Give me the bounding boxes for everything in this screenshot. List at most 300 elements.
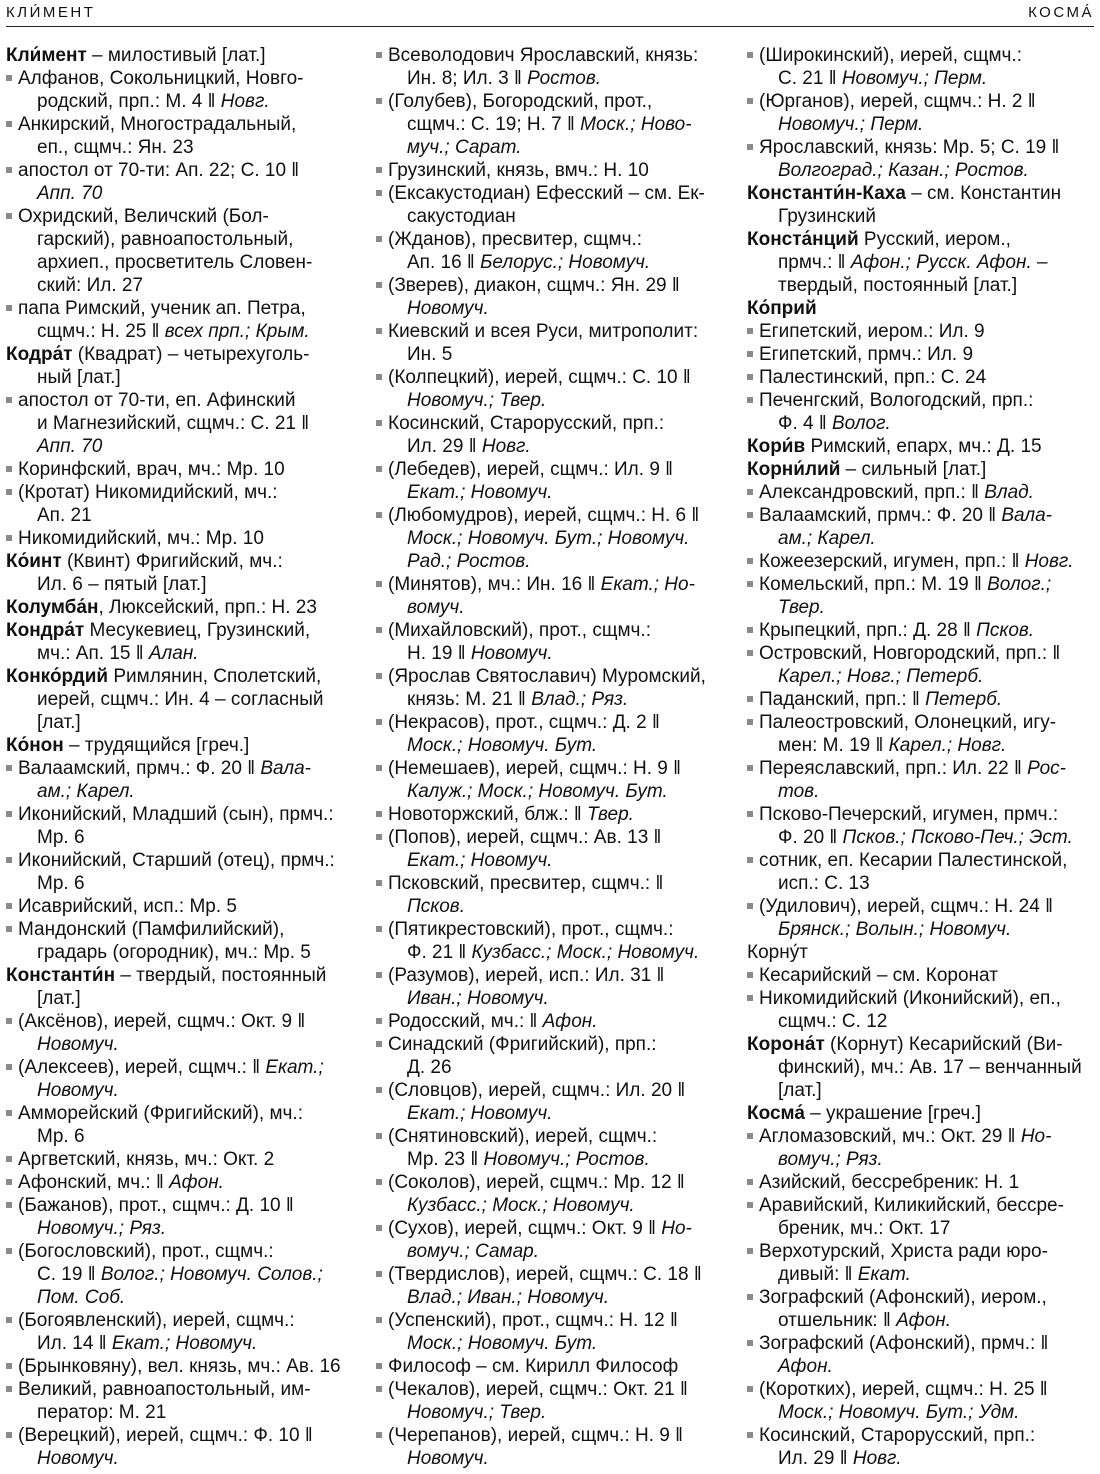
entry-text: Синадский (Фригийский), прп.: <box>388 1034 657 1055</box>
bullet-square-icon <box>376 581 382 587</box>
dictionary-line <box>747 297 1093 320</box>
dictionary-line <box>747 803 1093 826</box>
region-italic: Моск.; Новомуч. Бут.; Новомуч. <box>407 528 690 549</box>
dictionary-line <box>376 711 721 734</box>
dictionary-line <box>6 1332 354 1355</box>
dictionary-line <box>747 757 1093 780</box>
region-italic: Екат.; Новомуч. <box>407 482 553 503</box>
dictionary-line <box>747 550 1093 573</box>
bullet-square-icon <box>747 857 753 863</box>
region-italic: Апп. 70 <box>37 183 103 204</box>
entry-text: Валаамский, прмч.: Ф. 20 ‖ <box>18 758 261 779</box>
bullet-square-icon <box>376 466 382 472</box>
dictionary-line <box>376 1148 721 1171</box>
dictionary-line <box>747 320 1093 343</box>
region-italic: Моск.; Новомуч. Бут. <box>407 1333 598 1354</box>
dictionary-line <box>747 849 1093 872</box>
column-1 <box>6 44 354 1470</box>
dictionary-line <box>376 1401 721 1424</box>
entry-text: Псковский, пресвитер, сщмч.: ‖ <box>388 873 664 894</box>
dictionary-line <box>376 734 721 757</box>
bullet-square-icon <box>747 489 753 495</box>
entry-text: Грузинский <box>778 206 876 227</box>
bullet-square-icon <box>376 811 382 817</box>
dictionary-line <box>747 228 1093 251</box>
entry-text: Русский, иером., <box>858 229 1011 250</box>
entry-text: Великий, равноапостольный, им- <box>18 1379 311 1400</box>
dictionary-line <box>376 1424 721 1447</box>
bullet-square-icon <box>6 811 12 817</box>
bullet-square-icon <box>6 397 12 403</box>
dictionary-line <box>376 1447 721 1470</box>
bullet-square-icon <box>747 1386 753 1392</box>
bullet-square-icon <box>376 167 382 173</box>
region-italic: Новг. <box>220 91 270 112</box>
dictionary-line <box>747 780 1093 803</box>
dictionary-line <box>6 1217 354 1240</box>
bullet-square-icon <box>747 558 753 564</box>
bullet-square-icon <box>747 328 753 334</box>
entry-text: Никомидийский, мч.: Мр. 10 <box>18 528 264 549</box>
region-italic: Новомуч. <box>470 643 553 664</box>
bullet-square-icon <box>747 1294 753 1300</box>
entry-text: Ап. 16 ‖ <box>407 252 481 273</box>
entry-text: – милостивый [лат.] <box>86 45 266 66</box>
dictionary-line <box>747 1056 1093 1079</box>
bullet-square-icon <box>376 1386 382 1392</box>
dictionary-line <box>6 918 354 941</box>
dictionary-line <box>747 826 1093 849</box>
dictionary-line <box>747 205 1093 228</box>
region-italic: Но- <box>1020 1126 1052 1147</box>
entry-text: Иконийский, Младший (сын), прмч.: <box>18 804 334 825</box>
entry-headword: Ко́инт <box>6 551 62 572</box>
dictionary-line <box>376 964 721 987</box>
region-italic: вомуч.; Самар. <box>407 1241 539 1262</box>
dictionary-line <box>376 228 721 251</box>
entry-text: Аравийский, Киликийский, бессре- <box>759 1195 1064 1216</box>
dictionary-line <box>747 918 1093 941</box>
dictionary-line <box>6 67 354 90</box>
region-italic: Афон.; Русск. Афон. <box>850 252 1032 273</box>
bullet-square-icon <box>747 52 753 58</box>
entry-text: Палеостровский, Олонецкий, игу- <box>759 712 1057 733</box>
bullet-square-icon <box>747 696 753 702</box>
dictionary-line <box>376 67 721 90</box>
dictionary-line <box>376 481 721 504</box>
dictionary-line <box>376 1309 721 1332</box>
bullet-square-icon <box>376 1041 382 1047</box>
entry-text: (Брынковяну), вел. князь, мч.: Ав. 16 <box>18 1356 341 1377</box>
entry-text: Александровский, прп.: ‖ <box>759 482 985 503</box>
entry-text: [лат.] <box>37 988 81 1009</box>
dictionary-line <box>747 1010 1093 1033</box>
bullet-square-icon <box>376 1363 382 1369</box>
dictionary-line <box>6 320 354 343</box>
dictionary-line <box>376 44 721 67</box>
entry-text: (Широкинский), иерей, сщмч.: <box>759 45 1022 66</box>
bullet-square-icon <box>376 1179 382 1185</box>
dictionary-line <box>376 757 721 780</box>
entry-text: (Лебедев), иерей, сщмч.: Ил. 9 ‖ <box>388 459 674 480</box>
bullet-square-icon <box>747 512 753 518</box>
entry-text: (Соколов), иерей, сщмч.: Мр. 12 ‖ <box>388 1172 685 1193</box>
entry-text: мен: М. 19 ‖ <box>778 735 889 756</box>
dictionary-line <box>6 504 354 527</box>
entry-text: апостол от 70-ти: Ап. 22; С. 10 ‖ <box>18 160 300 181</box>
bullet-square-icon <box>6 903 12 909</box>
entry-text: Исаврийский, исп.: Мр. 5 <box>18 896 237 917</box>
entry-text: Римлянин, Сполетский, <box>108 666 322 687</box>
entry-text: (Ярослав Святославич) Муромский, <box>388 666 706 687</box>
entry-text: (Кротат) Никомидийский, мч.: <box>18 482 278 503</box>
dictionary-line <box>6 1240 354 1263</box>
bullet-square-icon <box>376 328 382 334</box>
entry-text: Крыпецкий, прп.: Д. 28 ‖ <box>759 620 977 641</box>
region-italic: Новомуч. <box>37 1080 119 1101</box>
bullet-square-icon <box>747 1179 753 1185</box>
dictionary-line <box>747 1447 1093 1470</box>
entry-text: прмч.: ‖ <box>778 252 851 273</box>
region-italic: Новомуч.; Твер. <box>407 390 547 411</box>
entry-text: (Жданов), пресвитер, сщмч.: <box>388 229 643 250</box>
entry-text: Ап. 21 <box>37 505 92 526</box>
bullet-square-icon <box>747 995 753 1001</box>
bullet-square-icon <box>376 1225 382 1231</box>
entry-text: Римский, епарх, мч.: Д. 15 <box>805 436 1042 457</box>
dictionary-line <box>6 182 354 205</box>
dictionary-line <box>6 1102 354 1125</box>
entry-text: Кесарийский – см. Коронат <box>759 965 998 986</box>
region-italic: Карел.; Новг. <box>888 735 1007 756</box>
region-italic: Афон. <box>778 1356 833 1377</box>
region-italic: Рад.; Ростов. <box>407 551 531 572</box>
region-italic: Псков.; Псково-Печ.; Эст. <box>842 827 1073 848</box>
dictionary-line <box>747 412 1093 435</box>
entry-text: Зографский (Афонский), прмч.: ‖ <box>759 1333 1049 1354</box>
region-italic: Влад.; Ряз. <box>531 689 629 710</box>
entry-text: мч.: Ап. 15 ‖ <box>37 643 149 664</box>
bullet-square-icon <box>747 1340 753 1346</box>
bullet-square-icon <box>6 535 12 541</box>
dictionary-line <box>6 527 354 550</box>
bullet-square-icon <box>6 1156 12 1162</box>
dictionary-line <box>747 1217 1093 1240</box>
bullet-square-icon <box>6 167 12 173</box>
bullet-square-icon <box>747 144 753 150</box>
region-italic: тов. <box>778 781 820 802</box>
dictionary-line <box>376 182 721 205</box>
dictionary-line <box>747 113 1093 136</box>
dictionary-line <box>747 1125 1093 1148</box>
dictionary-line <box>6 205 354 228</box>
region-italic: Волог.; <box>987 574 1052 595</box>
dictionary-line <box>376 895 721 918</box>
dictionary-line <box>376 918 721 941</box>
entry-text: Агломазовский, мч.: Окт. 29 ‖ <box>759 1126 1021 1147</box>
dictionary-line <box>747 182 1093 205</box>
dictionary-line <box>6 113 354 136</box>
dictionary-line <box>747 1033 1093 1056</box>
region-italic: Афон. <box>542 1011 598 1032</box>
dictionary-line <box>6 688 354 711</box>
dictionary-line <box>6 343 354 366</box>
region-italic: Брянск.; Волын.; Новомуч. <box>778 919 1012 940</box>
bullet-square-icon <box>747 1202 753 1208</box>
entry-headword: Ко́прий <box>747 298 817 319</box>
entry-text: бреник, мч.: Окт. 17 <box>778 1218 951 1239</box>
entry-headword: Кондра́т <box>6 620 85 641</box>
bullet-square-icon <box>6 1386 12 1392</box>
dictionary-line <box>376 1263 721 1286</box>
dictionary-line <box>6 1263 354 1286</box>
entry-text: апостол от 70-ти, еп. Афинский <box>18 390 296 411</box>
bullet-square-icon <box>6 765 12 771</box>
bullet-square-icon <box>6 121 12 127</box>
dictionary-line <box>747 1286 1093 1309</box>
dictionary-line <box>6 964 354 987</box>
dictionary-line <box>376 251 721 274</box>
entry-text: С. 21 ‖ <box>778 68 842 89</box>
entry-text: Ил. 29 ‖ <box>778 1448 853 1469</box>
dictionary-line <box>376 389 721 412</box>
entry-text: (Коротких), иерей, сщмч.: Н. 25 ‖ <box>759 1379 1048 1400</box>
region-italic: вомуч. <box>407 597 465 618</box>
dictionary-line <box>376 320 721 343</box>
entry-headword: Конста́нций <box>747 229 859 250</box>
bullet-square-icon <box>6 466 12 472</box>
dictionary-line <box>6 1171 354 1194</box>
region-italic: Карел.; Новг.; Петерб. <box>778 666 984 687</box>
dictionary-line <box>376 826 721 849</box>
dictionary-line <box>747 1355 1093 1378</box>
bullet-square-icon <box>747 1133 753 1139</box>
region-italic: Екат.; Новомуч. <box>407 1103 553 1124</box>
entry-text: Островский, Новгородский, прп.: ‖ <box>759 643 1061 664</box>
dictionary-line <box>376 1355 721 1378</box>
entry-text: (Богословский), прот., сщмч.: <box>18 1241 274 1262</box>
entry-text: Анкирский, Многострадальный, <box>18 114 297 135</box>
dictionary-line <box>6 389 354 412</box>
bullet-square-icon <box>6 857 12 863</box>
entry-text: Мр. 6 <box>37 873 85 894</box>
dictionary-line <box>6 619 354 642</box>
entry-text: исп.: С. 13 <box>778 873 870 894</box>
bullet-square-icon <box>376 834 382 840</box>
bullet-square-icon <box>6 1179 12 1185</box>
region-italic: Твер. <box>778 597 825 618</box>
entry-text: Верхотурский, Христа ради юро- <box>759 1241 1048 1262</box>
region-italic: Волог.; Новомуч. Солов.; <box>100 1264 323 1285</box>
region-italic: Моск.; Ново- <box>580 114 692 135</box>
dictionary-line <box>747 136 1093 159</box>
region-italic: Пом. Соб. <box>37 1287 126 1308</box>
entry-text: Ф. 4 ‖ <box>778 413 832 434</box>
entry-headword: Конко́рдий <box>6 666 109 687</box>
entry-text: – трудящийся [греч.] <box>63 735 250 756</box>
region-italic: Иван.; Новомуч. <box>407 988 549 1009</box>
dictionary-line <box>747 1424 1093 1447</box>
entry-text: Охридский, Величский (Бол- <box>18 206 269 227</box>
region-italic: Екат. <box>857 1264 911 1285</box>
entry-text: (Богоявленский), иерей, сщмч.: <box>18 1310 295 1331</box>
entry-text: – см. Константин <box>905 183 1062 204</box>
region-italic: Вала- <box>1001 505 1052 526</box>
entry-text: Косинский, Старорусский, прп.: <box>388 413 665 434</box>
bullet-square-icon <box>6 213 12 219</box>
entry-text: (Успенский), прот., сщмч.: Н. 12 ‖ <box>388 1310 678 1331</box>
dictionary-line <box>6 1424 354 1447</box>
region-italic: Екат.; Но- <box>600 574 695 595</box>
region-italic: Новомуч.; Перм. <box>841 68 988 89</box>
bullet-square-icon <box>376 926 382 932</box>
dictionary-line <box>6 780 354 803</box>
entry-text: (Снятиновский), иерей, сщмч.: <box>388 1126 658 1147</box>
dictionary-line <box>6 1125 354 1148</box>
dictionary-line <box>376 1286 721 1309</box>
bullet-square-icon <box>376 972 382 978</box>
dictionary-line <box>6 136 354 159</box>
entry-text: Корну́т <box>747 942 808 963</box>
dictionary-line <box>747 1194 1093 1217</box>
bullet-square-icon <box>376 1432 382 1438</box>
dictionary-line <box>376 1033 721 1056</box>
entry-text: Валаамский, прмч.: Ф. 20 ‖ <box>759 505 1002 526</box>
dictionary-line <box>376 504 721 527</box>
region-italic: Афон. <box>896 1310 951 1331</box>
entry-text: Афонский, мч.: ‖ <box>18 1172 170 1193</box>
entry-text: (Разумов), иерей, исп.: Ил. 31 ‖ <box>388 965 665 986</box>
entry-text: еп., сщмч.: Ян. 23 <box>37 137 194 158</box>
bullet-square-icon <box>747 581 753 587</box>
entry-text: Азийский, бессребреник: Н. 1 <box>759 1172 1020 1193</box>
entry-text: Ин. 5 <box>407 344 453 365</box>
bullet-square-icon <box>376 880 382 886</box>
bullet-square-icon <box>376 98 382 104</box>
entry-text: (Удилович), иерей, сщмч.: Н. 24 ‖ <box>759 896 1053 917</box>
region-italic: Алан. <box>148 643 199 664</box>
dictionary-line <box>6 366 354 389</box>
entry-text: финский), мч.: Ав. 17 – венчанный <box>778 1057 1082 1078</box>
region-italic: Калуж.; Моск.; Новомуч. Бут. <box>407 781 668 802</box>
bullet-square-icon <box>6 1018 12 1024</box>
entry-text: (Михайловский), прот., сщмч.: <box>388 620 651 641</box>
entry-text: Алфанов, Сокольницкий, Новго- <box>18 68 304 89</box>
entry-text: сщмч.: С. 12 <box>778 1011 888 1032</box>
region-italic: Новомуч.; Перм. <box>778 114 924 135</box>
entry-text: Месукевиец, Грузинский, <box>84 620 311 641</box>
entry-text: папа Римский, ученик ап. Петра, <box>18 298 306 319</box>
header-left-guideword: КЛИ́МЕНТ <box>6 4 96 21</box>
entry-text: Д. 26 <box>407 1057 452 1078</box>
entry-text: – сильный [лат.] <box>840 459 987 480</box>
entry-text: Комельский, прп.: М. 19 ‖ <box>759 574 988 595</box>
dictionary-line <box>376 1125 721 1148</box>
region-italic: Новомуч.; Ряз. <box>37 1218 167 1239</box>
entry-text: Коринфский, врач, мч.: Мр. 10 <box>18 459 285 480</box>
entry-text: (Некрасов), прот., сщмч.: Д. 2 ‖ <box>388 712 660 733</box>
dictionary-line <box>747 1102 1093 1125</box>
dictionary-line <box>747 1240 1093 1263</box>
dictionary-line <box>747 504 1093 527</box>
entry-text: (Черепанов), иерей, сщмч.: Н. 9 ‖ <box>388 1425 683 1446</box>
dictionary-line <box>747 1378 1093 1401</box>
dictionary-line <box>6 435 354 458</box>
region-italic: ам.; Карел. <box>778 528 876 549</box>
entry-text: градарь (огородник), мч.: Мр. 5 <box>37 942 311 963</box>
column-2 <box>376 44 721 1470</box>
entry-text: Косинский, Старорусский, прп.: <box>759 1425 1036 1446</box>
entry-text: (Бажанов), прот., сщмч.: Д. 10 ‖ <box>18 1195 294 1216</box>
region-italic: Но- <box>661 1218 692 1239</box>
entry-text: отшельник: ‖ <box>778 1310 897 1331</box>
dictionary-line <box>747 1263 1093 1286</box>
entry-text: – украшение [греч.] <box>804 1103 981 1124</box>
dictionary-line <box>376 412 721 435</box>
entry-text: дивый: ‖ <box>778 1264 858 1285</box>
region-italic: Апп. 70 <box>37 436 103 457</box>
dictionary-line <box>747 619 1093 642</box>
bullet-square-icon <box>6 1248 12 1254</box>
entry-headword: Кори́в <box>747 436 806 457</box>
dictionary-line <box>376 573 721 596</box>
entry-text: Переяславский, прп.: Ил. 22 ‖ <box>759 758 1028 779</box>
region-italic: Афон. <box>169 1172 224 1193</box>
dictionary-line <box>747 1148 1093 1171</box>
dictionary-line <box>747 527 1093 550</box>
entry-headword: Кодра́т <box>6 344 73 365</box>
dictionary-line <box>376 849 721 872</box>
region-italic: Рос- <box>1027 758 1066 779</box>
dictionary-line <box>6 1056 354 1079</box>
region-italic: Моск.; Новомуч. Бут.; Удм. <box>778 1402 1020 1423</box>
dictionary-line <box>376 1217 721 1240</box>
dictionary-line <box>747 458 1093 481</box>
region-italic: Новомуч. <box>37 1034 119 1055</box>
bullet-square-icon <box>376 1018 382 1024</box>
entry-text: С. 19 ‖ <box>37 1264 101 1285</box>
entry-text: Философ – см. Кирилл Философ <box>388 1356 679 1377</box>
entry-text: (Зверев), диакон, сщмч.: Ян. 29 ‖ <box>388 275 680 296</box>
dictionary-line <box>6 1447 354 1470</box>
dictionary-line <box>6 159 354 182</box>
region-italic: Ростов. <box>527 68 602 89</box>
dictionary-line <box>6 573 354 596</box>
dictionary-line <box>747 665 1093 688</box>
region-italic: Екат.; <box>265 1057 324 1078</box>
bullet-square-icon <box>376 627 382 633</box>
bullet-square-icon <box>747 765 753 771</box>
entry-text: сщмч.: Н. 25 ‖ <box>37 321 165 342</box>
dictionary-line <box>747 481 1093 504</box>
dictionary-line <box>6 757 354 780</box>
dictionary-line <box>747 895 1093 918</box>
dictionary-line <box>747 274 1093 297</box>
entry-text: (Аксёнов), иерей, сщмч.: Окт. 9 ‖ <box>18 1011 306 1032</box>
entry-text: – твердый, постоянный <box>115 965 327 986</box>
dictionary-line <box>6 90 354 113</box>
bullet-square-icon <box>376 1087 382 1093</box>
entry-headword: Ко́нон <box>6 735 64 756</box>
dictionary-line <box>6 665 354 688</box>
bullet-square-icon <box>376 1133 382 1139</box>
bullet-square-icon <box>376 1317 382 1323</box>
entry-text: (Любомудров), иерей, сщмч.: Н. 6 ‖ <box>388 505 700 526</box>
bullet-square-icon <box>747 351 753 357</box>
dictionary-line <box>376 113 721 136</box>
bullet-square-icon <box>6 305 12 311</box>
dictionary-line <box>6 895 354 918</box>
